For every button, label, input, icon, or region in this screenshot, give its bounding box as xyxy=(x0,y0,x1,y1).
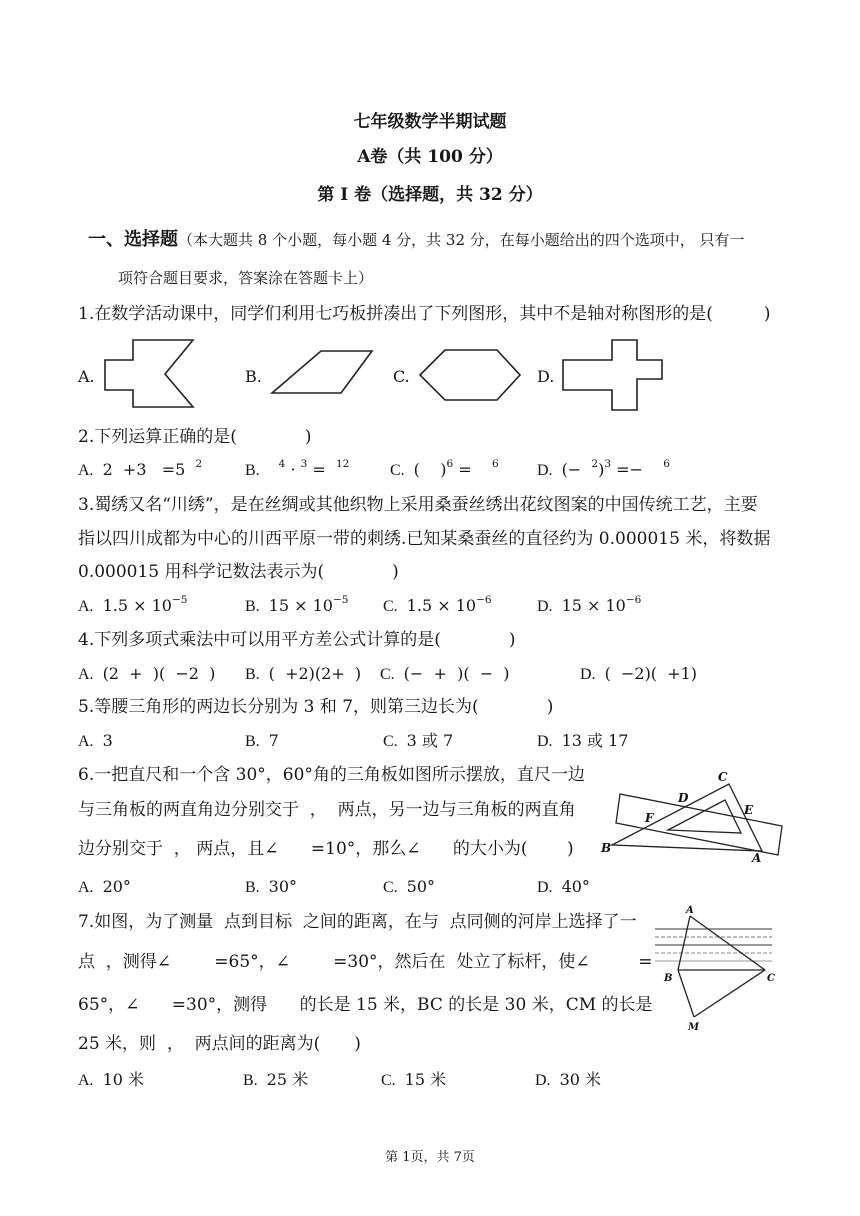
option-base: 15 × 10 xyxy=(268,596,333,615)
q1-stem-line-1: 1.在数学活动课中，同学们利用七巧板拼凑出了下列图形，其中不是轴对称图形的是( ) xyxy=(78,304,771,324)
segment-bm xyxy=(678,970,694,1017)
q1-shape-c xyxy=(420,350,520,400)
segment-mc xyxy=(694,970,765,1017)
exponent: 3 xyxy=(300,458,308,470)
q3-option-a xyxy=(78,596,187,617)
option-label: B. xyxy=(245,733,260,750)
option-expression: 2 +3 =5 xyxy=(102,460,196,479)
q3-stem-line-3: 0.000015 用科学记数法表示为( ) xyxy=(78,562,399,582)
q5-option-b xyxy=(245,731,279,752)
option-expression: (− xyxy=(561,460,592,479)
point-label-a: A xyxy=(686,905,694,916)
q5-stem-line-1: 5.等腰三角形的两边长分别为 3 和 7，则第三边长为( ) xyxy=(78,697,554,717)
q7-option-b xyxy=(243,1070,308,1091)
option-text: 50° xyxy=(406,877,436,896)
point-label-b: B xyxy=(601,841,612,855)
q6-stem-line-3: 边分别交于 ， 两点，且∠ =10°，那么∠ 的大小为( ) xyxy=(78,839,574,859)
section-heading-line xyxy=(88,230,745,250)
q5-option-d xyxy=(537,731,628,752)
option-text: 15 米 xyxy=(404,1070,447,1089)
option-expression: · xyxy=(285,460,301,479)
q6-option-d xyxy=(537,877,590,898)
q3-stem-line-2: 指以四川成都为中心的川西平原一带的刺绣.已知某桑蚕丝的直径约为 0.000015 米，将数据 xyxy=(78,529,771,549)
option-base: 15 × 10 xyxy=(561,596,626,615)
q2-option-d xyxy=(537,460,670,481)
option-label: C. xyxy=(380,666,395,683)
option-label: C. xyxy=(390,462,405,479)
option-text: (2 + )( −2 ) xyxy=(102,664,216,683)
q4-option-a xyxy=(78,664,215,685)
option-label: C. xyxy=(383,598,398,615)
point-label-c: C xyxy=(718,770,728,784)
point-label-b: B xyxy=(664,973,673,984)
exponent: 6 xyxy=(492,458,499,470)
exponent: 3 xyxy=(604,458,612,470)
option-label: A. xyxy=(78,666,94,683)
option-label: D. xyxy=(537,733,553,750)
option-base: 1.5 × 10 xyxy=(406,596,477,615)
option-text: (− + )( − ) xyxy=(403,664,510,683)
option-label: C. xyxy=(381,1072,396,1089)
q1-shape-d xyxy=(563,340,662,410)
q7-stem-line-3: 65°，∠ =30°，测得 的长是 15 米，BC 的长是 30 米，CM 的长是 xyxy=(78,995,653,1015)
exponent: −5 xyxy=(171,594,188,606)
exponent: 6 xyxy=(446,458,454,470)
q7-stem-line-2: 点 ，测得∠ =65°，∠ =30°，然后在 处立了标杆，使∠ = xyxy=(78,952,653,972)
option-label: B. xyxy=(245,462,260,479)
q1-option-c-label: C. xyxy=(393,367,410,386)
point-label-e: E xyxy=(744,803,754,817)
option-expression: ) xyxy=(598,460,605,479)
q1-shape-a xyxy=(105,340,193,407)
q3-option-c xyxy=(383,596,492,617)
q4-option-b xyxy=(245,664,361,685)
exponent: 6 xyxy=(663,458,670,470)
q6-figure xyxy=(598,765,788,865)
option-text: 3 或 7 xyxy=(406,731,454,750)
q6-stem-line-1: 6.一把直尺和一个含 30°，60°角的三角板如图所示摆放，直尺一边 xyxy=(78,765,585,785)
q5-option-a xyxy=(78,731,113,752)
segment-ab xyxy=(678,916,690,970)
option-expression: =− xyxy=(611,460,664,479)
point-label-a: A xyxy=(752,851,762,865)
option-text: 40° xyxy=(561,877,590,896)
q7-option-a xyxy=(78,1070,144,1091)
option-label: C. xyxy=(383,733,398,750)
river-lines xyxy=(655,929,772,961)
q6-stem-line-2: 与三角板的两直角边分别交于 ， 两点，另一边与三角板的两直角 xyxy=(78,800,576,820)
q2-option-a xyxy=(78,460,202,481)
q1-option-d-label: D. xyxy=(537,367,555,386)
exam-title: 七年级数学半期试题 xyxy=(353,112,507,132)
option-text: 10 米 xyxy=(102,1070,145,1089)
option-label: A. xyxy=(78,1072,94,1089)
section-note-line-2: 项符合题目要求，答案涂在答题卡上） xyxy=(118,269,374,287)
q7-option-c xyxy=(381,1070,446,1091)
q6-option-a xyxy=(78,877,131,898)
option-text: 7 xyxy=(268,731,279,750)
option-label: D. xyxy=(580,666,596,683)
option-text: 20° xyxy=(102,877,131,896)
section-note: （本大题共 8 个小题，每小题 4 分，共 32 分，在每小题给出的四个选项中， 只有一 xyxy=(178,231,745,249)
q7-stem-line-1: 7.如图，为了测量 点到目标 之间的距离，在与 点同侧的河岸上选择了一 xyxy=(78,912,637,932)
option-label: A. xyxy=(78,879,94,896)
q6-option-c xyxy=(383,877,435,898)
q1-figures xyxy=(0,330,860,420)
paper-title: A卷（共 100 分） xyxy=(357,147,503,167)
point-label-d: D xyxy=(678,791,689,805)
q1-shape-b xyxy=(272,351,372,393)
exponent: 2 xyxy=(195,458,203,470)
q6-option-b xyxy=(245,877,297,898)
q3-option-d xyxy=(537,596,641,617)
option-expression: = xyxy=(453,460,493,479)
option-text: 25 米 xyxy=(266,1070,309,1089)
exponent: −5 xyxy=(332,594,349,606)
exponent: 4 xyxy=(278,458,286,470)
q2-option-b xyxy=(245,460,349,481)
point-label-f: F xyxy=(645,811,654,825)
option-label: B. xyxy=(245,879,260,896)
part-title: 第 I 卷（选择题，共 32 分） xyxy=(317,185,543,205)
option-label: D. xyxy=(537,462,553,479)
option-expression: ( ) xyxy=(413,460,447,479)
option-label: A. xyxy=(78,462,94,479)
q1-option-a-label: A. xyxy=(78,367,95,386)
option-label: B. xyxy=(245,598,260,615)
option-expression: = xyxy=(307,460,336,479)
option-text: 30° xyxy=(268,877,298,896)
option-text: ( +2)(2+ ) xyxy=(268,664,362,683)
q1-option-b-label: B. xyxy=(245,367,262,386)
q3-stem-line-1: 3.蜀绣又名“川绣”，是在丝绸或其他织物上采用桑蚕丝绣出花纹图案的中国传统工艺，主要 xyxy=(78,495,758,515)
exponent: 2 xyxy=(591,458,599,470)
option-label: D. xyxy=(537,598,553,615)
option-text: 30 米 xyxy=(559,1070,602,1089)
q4-stem-line-1: 4.下列多项式乘法中可以用平方差公式计算的是( ) xyxy=(78,630,516,650)
q7-option-d xyxy=(535,1070,601,1091)
q4-option-c xyxy=(380,664,510,685)
option-label: D. xyxy=(535,1072,551,1089)
option-text: ( −2)( +1) xyxy=(604,664,698,683)
exponent: −6 xyxy=(625,594,642,606)
option-text: 13 或 17 xyxy=(561,731,629,750)
option-base: 1.5 × 10 xyxy=(102,596,172,615)
exponent: 12 xyxy=(335,458,350,470)
q2-option-c xyxy=(390,460,499,481)
option-label: C. xyxy=(383,879,398,896)
q7-stem-line-4: 25 米，则 ， 两点间的距离为( ) xyxy=(78,1034,361,1054)
option-label: B. xyxy=(243,1072,258,1089)
option-label: D. xyxy=(537,879,553,896)
option-label: A. xyxy=(78,733,94,750)
q7-figure xyxy=(645,900,780,1035)
point-label-c: C xyxy=(767,973,775,984)
q5-option-c xyxy=(383,731,453,752)
q2-stem-line-1: 2.下列运算正确的是( ) xyxy=(78,427,312,447)
option-label: A. xyxy=(78,598,94,615)
q4-option-d xyxy=(580,664,697,685)
segment-ac xyxy=(690,916,765,970)
page-number: 第 1页，共 7页 xyxy=(385,1150,475,1165)
option-text: 3 xyxy=(102,731,113,750)
exponent: −6 xyxy=(476,594,492,606)
option-label: B. xyxy=(245,666,260,683)
q3-option-b xyxy=(245,596,348,617)
section-heading: 一、选择题 xyxy=(88,229,178,250)
point-label-m: M xyxy=(688,1022,700,1033)
